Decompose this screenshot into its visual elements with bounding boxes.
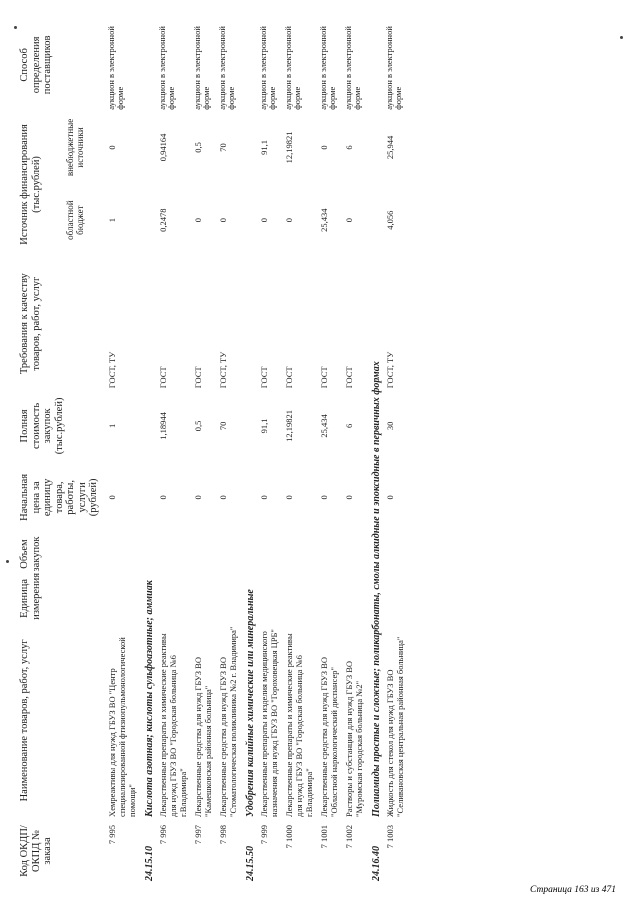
table-row [318,18,343,883]
row-full-cost: 1,18944 [157,412,168,440]
row-financing-extra: 91,1 [258,140,269,155]
row-unit [258,575,283,622]
row-full-cost: 12,19821 [283,409,294,442]
row-method: аукцион в электронной форме [216,26,236,110]
row-volume [283,533,318,575]
row-price: 0 [384,495,395,500]
row-volume [217,533,242,575]
header-price: Начальная цена за единицу товара, работы, услуги (рублей) [19,473,99,521]
row-name: Лекарственные препараты и химические реактивы для нужд ГБУЗ ВО "Городская больница №6 г.Владимира" [283,633,314,817]
row-name: Лекарственные средства для нужд ГБУЗ ВО "Областной наркологический диспансер" [318,657,339,817]
row-requirements: ГОСТ [192,366,203,389]
row-financing-regional: 25,434 [318,208,329,232]
header-method: Способ определения поставщиков [19,35,53,95]
table-header-row [18,18,64,883]
row-requirements: ГОСТ [318,366,329,389]
header-name: Наименование товаров, работ, услуг [19,639,30,802]
header-requirements: Требования к качеству товаров, работ, услуг [19,273,42,375]
row-price: 0 [217,495,228,500]
row-financing-extra: 6 [343,145,354,150]
row-requirements: ГОСТ [258,366,269,389]
row-volume [384,533,409,575]
row-method: аукцион в электронной форме [282,26,302,110]
row-financing-extra: 12,19821 [283,131,294,164]
table-row [258,18,283,883]
row-code: 7 997 [192,824,203,845]
row-financing-regional: 0 [192,218,203,223]
table-row [106,18,141,883]
table-body [106,18,409,883]
row-method: аукцион в электронной форме [317,26,337,110]
row-full-cost: 91,1 [258,418,269,434]
group-name: Кислота азотная; кислоты сульфоазотные; аммиак [143,580,155,817]
row-financing-extra: 0,5 [192,142,203,153]
row-volume [318,533,343,575]
table-row [192,18,217,883]
header-financing-regional: областной бюджет [65,200,86,240]
row-name: Лекарственные препараты и химические реактивы для нужд ГБУЗ ВО "Городская больница №6 г.Владимира" [157,633,188,817]
header-code: Код ОКДП/ ОКПД № заказа [19,825,53,877]
row-volume [157,533,192,575]
row-full-cost: 25,434 [318,414,329,438]
row-requirements: ГОСТ [343,366,354,389]
row-unit [384,575,409,622]
procurement-table [18,18,409,883]
group-row [368,18,384,883]
row-requirements: ГОСТ [283,366,294,389]
row-name: Лекарственные препараты и изделия медицинского назначения для нужд ГБУЗ ВО "Гороховецкая ЦРБ" [258,629,279,817]
row-code: 7 995 [106,824,117,845]
row-code: 7 1002 [343,824,354,849]
row-price: 0 [318,495,329,500]
row-price: 0 [192,495,203,500]
row-code: 7 998 [217,824,228,845]
row-price: 0 [106,495,117,500]
row-full-cost: 6 [343,423,354,429]
row-code: 7 996 [157,824,168,845]
row-unit [283,575,318,622]
row-full-cost: 1 [106,423,117,429]
row-full-cost: 30 [384,421,395,431]
row-code: 7 999 [258,824,269,845]
group-code: 24.15.10 [143,846,155,881]
group-code: 24.16.40 [370,846,382,881]
group-name: Полиамиды простые и сложные; поликарбонаты, смолы алкидные и эпоксидные в первичных формах [370,361,382,817]
row-financing-regional: 0 [283,218,294,223]
table-row [157,18,192,883]
row-name: Жидкость для стекол для нужд ГБУЗ ВО "Селивановская центральная районная больница" [384,636,405,817]
row-name: Хемреактивы для нужд ГБУЗ ВО "Центр специализированной фтизиопульмонологической помощи" [106,637,137,817]
row-method: аукцион в электронной форме [156,26,176,110]
group-name: Удобрения калийные химические или минеральные [244,589,256,817]
row-name: Лекарственные средства для нужд ГБУЗ ВО "Стоматологическая поликлиника №2 г. Владимира" [217,626,238,817]
header-unit: Единица измерения [19,572,42,620]
row-volume [192,533,217,575]
row-volume [258,533,283,575]
row-financing-regional: 4,056 [384,210,395,230]
row-financing-regional: 0 [343,218,354,223]
group-row [242,18,258,883]
row-method: аукцион в электронной форме [257,26,277,110]
row-requirements: ГОСТ, ТУ [384,351,395,389]
row-code: 7 1000 [283,824,294,849]
row-code: 7 1001 [318,824,329,849]
row-method: аукцион в электронной форме [383,26,403,110]
table-row [384,18,409,883]
header-financing-extra: внебюджетные источники [65,118,86,177]
row-unit [318,575,343,622]
row-full-cost: 70 [217,421,228,431]
header-volume: Объем закупок [19,536,42,572]
table-row [283,18,318,883]
row-financing-extra: 0,94164 [157,133,168,162]
row-financing-extra: 0 [318,145,329,150]
row-volume [343,533,368,575]
row-price: 0 [283,495,294,500]
page-number: Страница 163 из 471 [530,885,616,895]
row-unit [157,575,192,622]
row-requirements: ГОСТ [157,366,168,389]
group-row [141,18,157,883]
row-requirements: ГОСТ, ТУ [217,351,228,389]
row-price: 0 [258,495,269,500]
row-unit [343,575,368,622]
row-method: аукцион в электронной форме [342,26,362,110]
row-price: 0 [157,495,168,500]
header-full-cost: Полная стоимость закупок (тыс.рублей) [19,397,65,455]
row-financing-regional: 0 [258,218,269,223]
row-financing-extra: 0 [106,145,117,150]
row-name: Растворы и субстанции для нужд ГБУЗ ВО "Муромская городская больница №2" [343,660,364,817]
row-financing-extra: 70 [217,143,228,152]
row-method: аукцион в электронной форме [105,26,125,110]
table-row [343,18,368,883]
row-requirements: ГОСТ, ТУ [106,351,117,389]
row-financing-regional: 0 [217,218,228,223]
header-financing: Источник финансирования (тыс.рублей) [19,124,42,245]
row-unit [192,575,217,622]
row-price: 0 [343,495,354,500]
row-unit [217,575,242,622]
row-method: аукцион в электронной форме [191,26,211,110]
row-financing-extra: 25,944 [384,135,395,160]
row-financing-regional: 1 [106,218,117,223]
row-code: 7 1003 [384,824,395,849]
row-unit [106,575,141,622]
row-name: Лекарственные средства для нужд ГБУЗ ВО "Камешковская районная больница" [192,657,213,817]
row-full-cost: 0,5 [192,420,203,432]
row-financing-regional: 0,2478 [157,208,168,232]
group-code: 24.15.50 [244,846,256,881]
row-volume [106,533,141,575]
table-row [217,18,242,883]
